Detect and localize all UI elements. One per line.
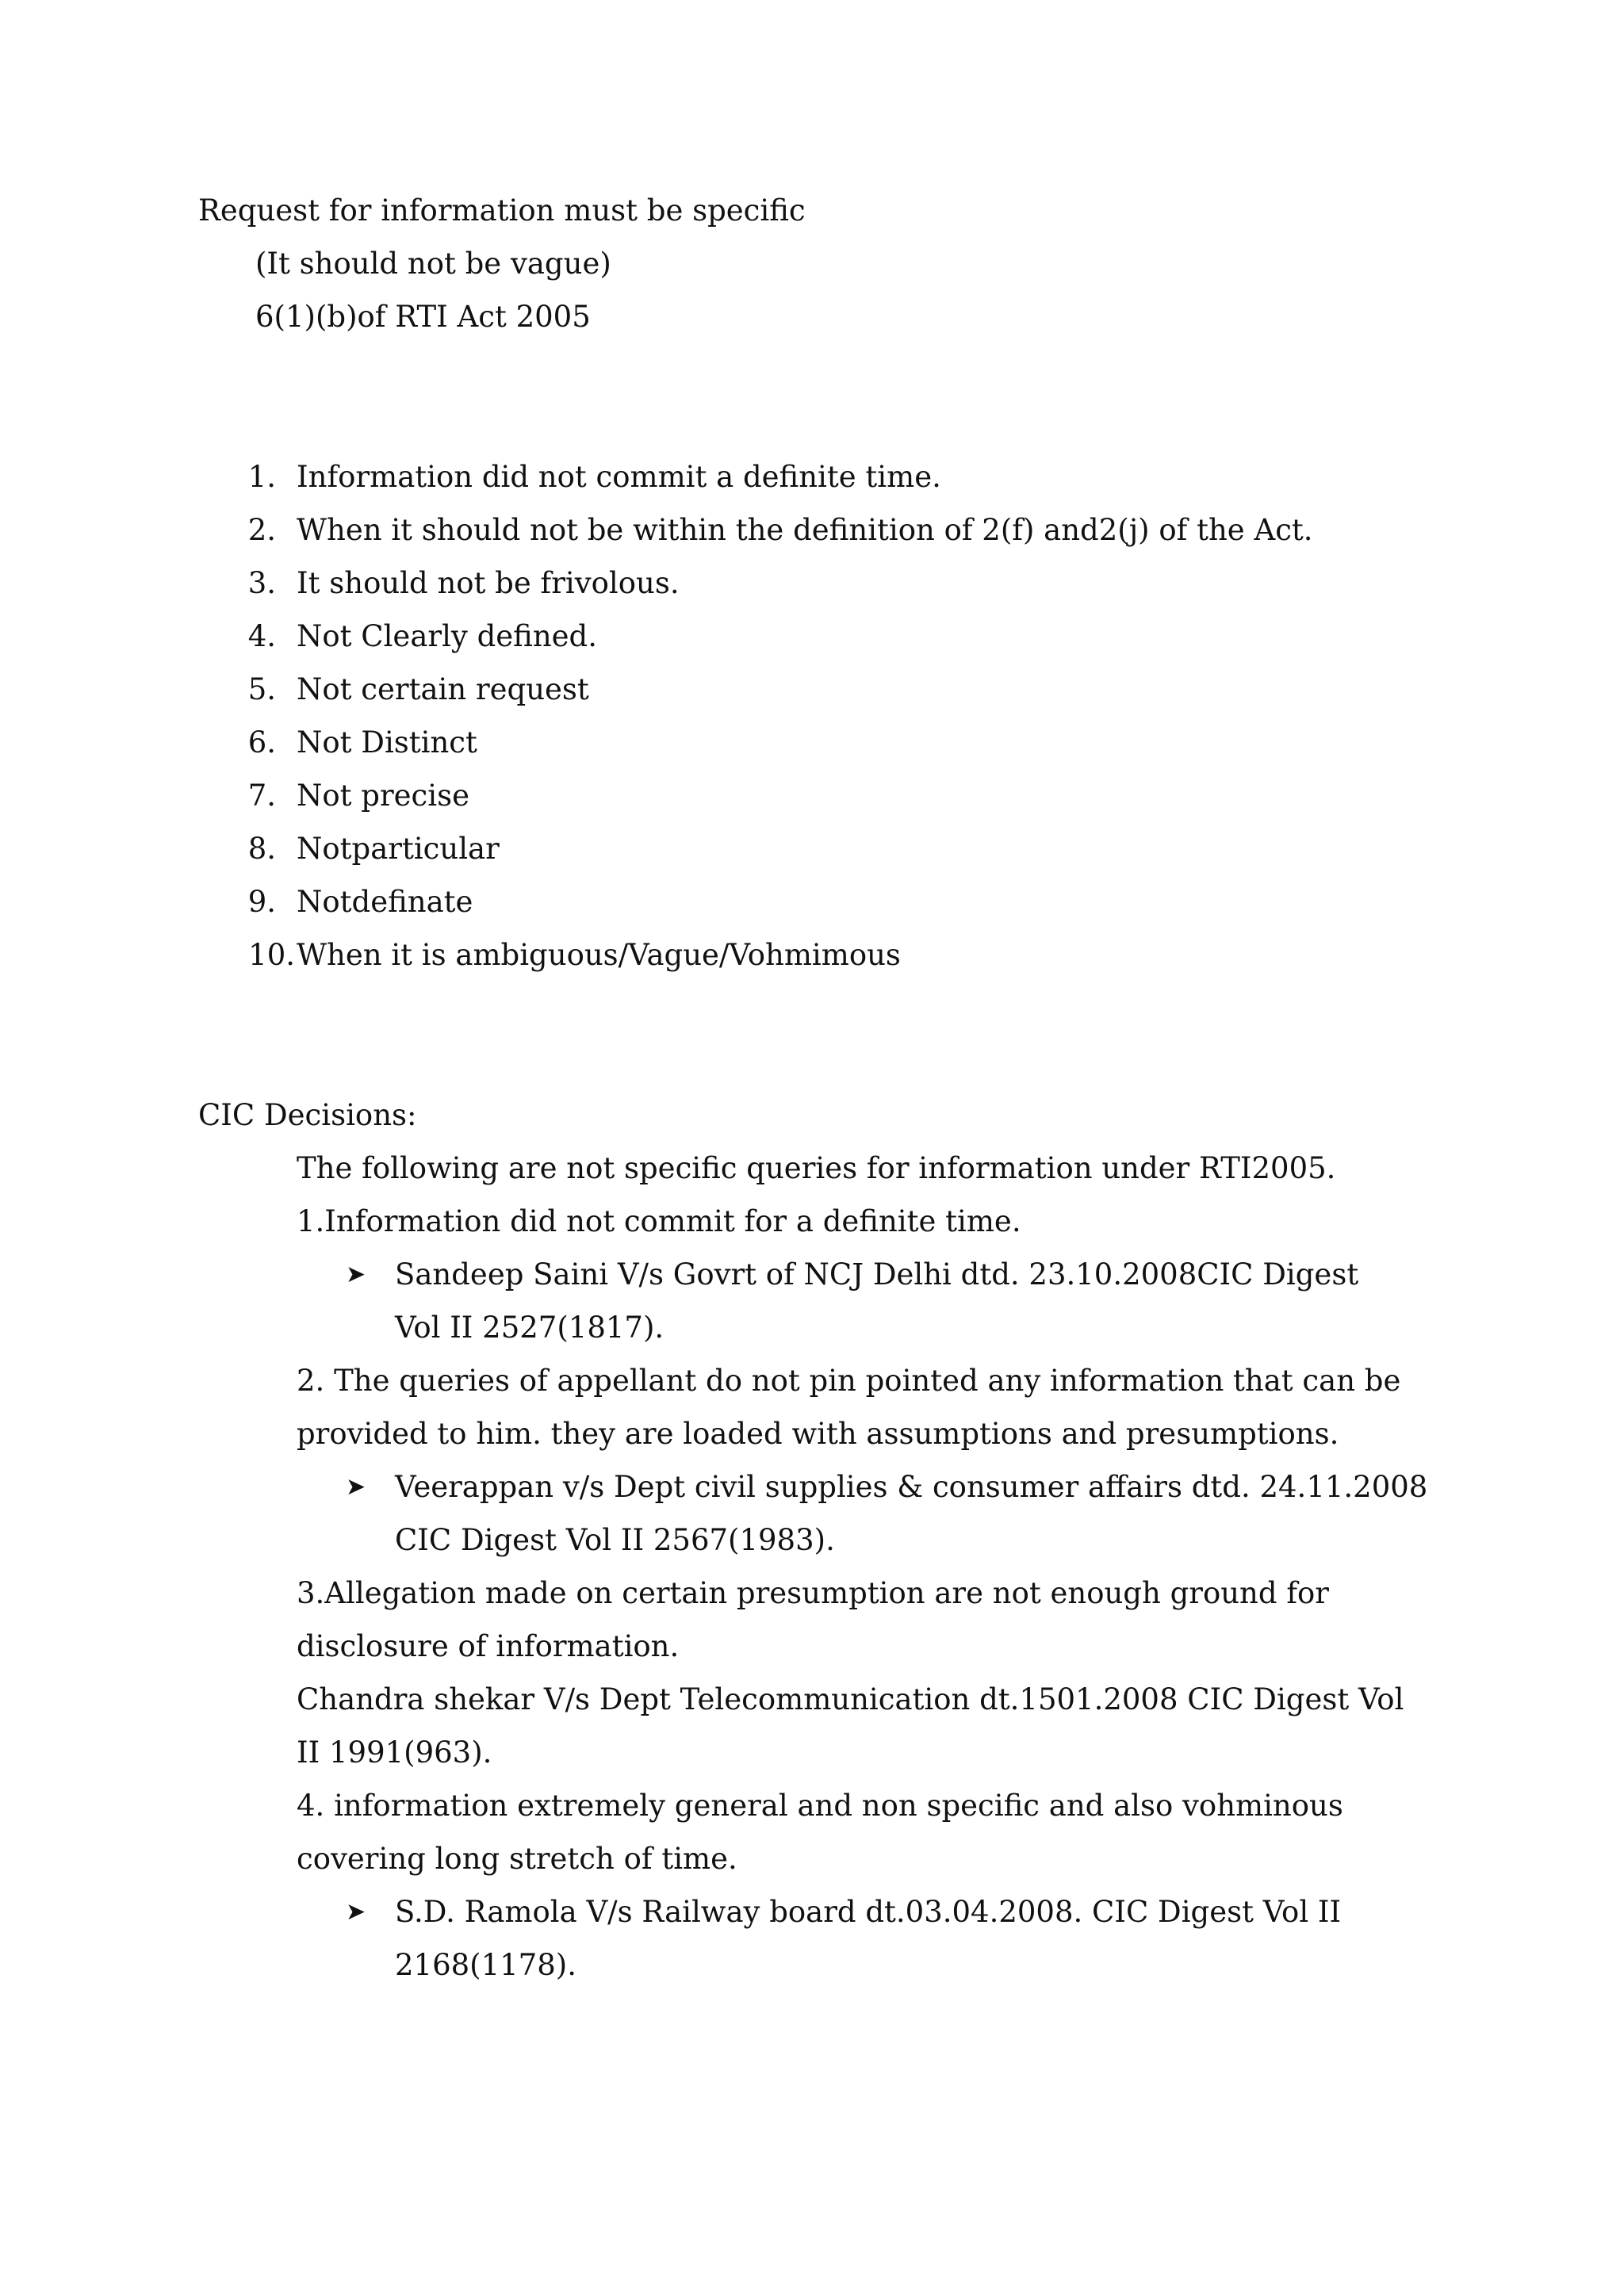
list-item-number: 4. [247, 619, 276, 653]
case-citation-continued: II 1991(963). [297, 1735, 492, 1770]
list-item: Not Distinct [297, 725, 477, 760]
list-item-number: 7. [247, 779, 276, 813]
section-heading: CIC Decisions: [198, 1098, 417, 1132]
list-item-number: 10. [248, 938, 295, 972]
case-citation-continued: CIC Digest Vol II 2567(1983). [395, 1523, 835, 1557]
list-item-number: 5. [247, 672, 276, 706]
list-item-number: 8. [247, 832, 276, 866]
decision-point: 3.Allegation made on certain presumption are not enough ground for [297, 1576, 1329, 1610]
case-citation: S.D. Ramola V/s Railway board dt.03.04.2008. CIC Digest Vol II [395, 1895, 1342, 1929]
list-item: It should not be frivolous. [297, 566, 680, 600]
section-intro: The following are not specific queries for information under RTI2005. [297, 1151, 1336, 1185]
list-item: Not precise [297, 779, 469, 813]
list-item: Notparticular [297, 832, 500, 866]
case-citation: Sandeep Saini V/s Govrt of NCJ Delhi dtd. 23.10.2008CIC Digest [395, 1257, 1359, 1292]
case-citation: Chandra shekar V/s Dept Telecommunication dt.1501.2008 CIC Digest Vol [297, 1682, 1404, 1716]
list-item-number: 6. [247, 725, 276, 760]
case-citation-continued: 2168(1178). [395, 1948, 576, 1982]
list-item: When it is ambiguous/Vague/Vohmimous [297, 938, 901, 972]
decision-point: 1.Information did not commit for a definite time. [297, 1204, 1021, 1238]
title-note: (It should not be vague) [255, 247, 611, 281]
list-item-number: 2. [247, 513, 276, 547]
arrowhead-bullet-icon: ➤ [346, 1473, 366, 1501]
list-item-number: 1. [247, 460, 276, 494]
case-citation-continued: Vol II 2527(1817). [395, 1311, 665, 1345]
list-item-number: 9. [247, 885, 276, 919]
act-reference: 6(1)(b)of RTI Act 2005 [255, 300, 591, 334]
case-citation: Veerappan v/s Dept civil supplies & consumer affairs dtd. 24.11.2008 [395, 1470, 1428, 1504]
decision-point-continued: provided to him. they are loaded with assumptions and presumptions. [297, 1417, 1339, 1451]
decision-point: 2. The queries of appellant do not pin pointed any information that can be [297, 1364, 1401, 1398]
decision-point: 4. information extremely general and non specific and also vohminous [297, 1789, 1343, 1823]
list-item: When it should not be within the definition of 2(f) and2(j) of the Act. [297, 513, 1313, 547]
list-item: Information did not commit a definite time. [297, 460, 941, 494]
list-item: Not certain request [297, 672, 589, 706]
arrowhead-bullet-icon: ➤ [346, 1898, 366, 1926]
document-title: Request for information must be specific [198, 193, 806, 228]
list-item: Not Clearly defined. [297, 619, 597, 653]
arrowhead-bullet-icon: ➤ [346, 1261, 366, 1288]
list-item: Notdefinate [297, 885, 473, 919]
decision-point-continued: covering long stretch of time. [297, 1842, 737, 1876]
decision-point-continued: disclosure of information. [297, 1629, 680, 1663]
list-item-number: 3. [247, 566, 276, 600]
